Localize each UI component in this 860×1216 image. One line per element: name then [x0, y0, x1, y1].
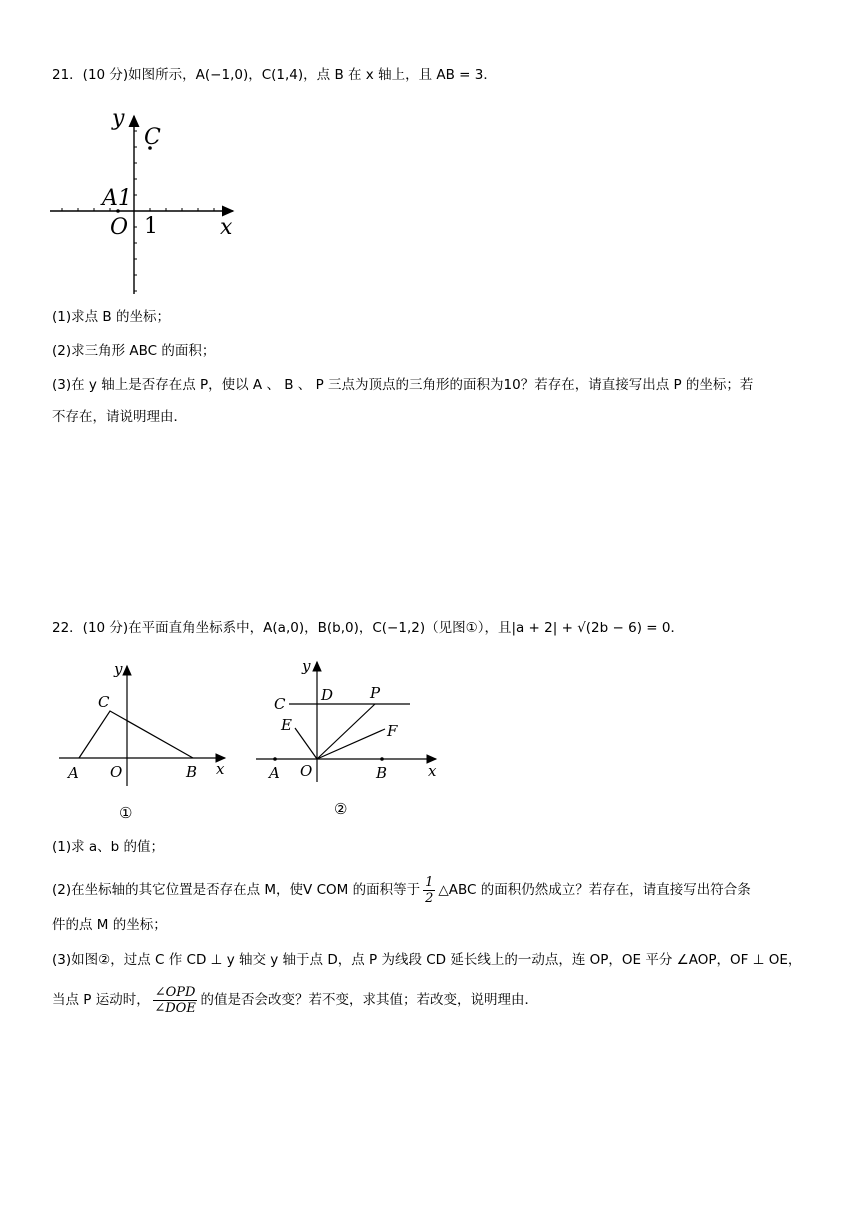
q22-fig2-label-F: F — [387, 722, 398, 740]
q22-part3-line2 — [52, 980, 538, 1020]
q22-fig2-label-x: x — [428, 762, 437, 780]
q21-part2: (2)求三角形 ABC 的面积； — [52, 343, 216, 359]
q21-label-1: 1 — [144, 214, 158, 239]
q21-label-A1: A1 — [102, 186, 132, 211]
q22-part3-text-post: 的值是否会改变？若不变，求其值；若改变，说明理由． — [200, 992, 538, 1008]
q22-fig1-label-B: B — [186, 763, 198, 781]
q22-part2-frac-den: 2 — [425, 890, 434, 906]
q22-fig2-ray-OF — [317, 729, 385, 759]
q22-part2-line1 — [52, 870, 751, 910]
q22-fig1-label-O: O — [110, 763, 123, 781]
q22-part1: (1)求 a、b 的值； — [52, 839, 165, 855]
q22-fig1-caption: ① — [119, 804, 133, 822]
q22-part2-line2: 件的点 M 的坐标； — [52, 917, 167, 933]
q22-part3-text-pre: 当点 P 运动时， — [52, 992, 150, 1008]
q22-fig1-label-A: A — [68, 764, 79, 782]
q22-fig2-ray-OP — [317, 704, 375, 759]
q22-part2-frac-num: 1 — [425, 874, 434, 890]
q22-fig1-label-y: y — [114, 660, 123, 678]
q22-part3-line1: (3)如图②，过点 C 作 CD ⊥ y 轴交 y 轴于点 D，点 P 为线段 CD 延长线上的一动点，连 OP，OE 平分 ∠AOP，OF ⊥ OE， — [52, 952, 802, 968]
q21-figure — [48, 104, 248, 299]
q22-part2-text-pre: (2)在坐标轴的其它位置是否存在点 M，使V COM 的面积等于 — [52, 882, 421, 898]
q22-fig2-label-E: E — [281, 716, 292, 734]
q22-part3-frac-den: ∠DOE — [154, 1000, 196, 1016]
q22-figure-2 — [250, 652, 450, 822]
q21-stem: 21．(10 分)如图所示，A(−1,0)，C(1,4)，点 B 在 x 轴上，且 AB = 3． — [52, 67, 497, 83]
q22-part2-text-post: △ABC 的面积仍然成立？若存在，请直接写出符合条 — [438, 882, 751, 898]
q22-figure-1 — [55, 656, 245, 826]
q22-fig2-point-B — [380, 757, 384, 761]
q22-fig2-point-A — [273, 757, 277, 761]
q22-part2-fraction — [423, 875, 435, 906]
q21-part1: (1)求点 B 的坐标； — [52, 309, 170, 325]
q22-part3-fraction — [153, 985, 198, 1016]
q22-fig2-label-B: B — [376, 764, 388, 782]
q21-label-y: y — [112, 106, 125, 131]
q22-fig2-label-D: D — [321, 686, 334, 704]
q21-label-O: O — [110, 215, 129, 240]
q22-fig2-ray-OE — [295, 728, 317, 759]
q22-fig2-label-C: C — [274, 695, 286, 713]
q21-part3-line1: (3)在 y 轴上是否存在点 P，使以 A 、 B 、 P 三点为顶点的三角形的面积为10？若存在，请直接写出点 P 的坐标；若 — [52, 377, 754, 393]
q22-fig1-label-x: x — [216, 760, 225, 778]
q22-fig2-label-y: y — [302, 657, 311, 675]
q22-part3-frac-num: ∠OPD — [154, 984, 196, 1000]
q21-part3-line2: 不存在，请说明理由． — [52, 409, 187, 425]
q22-fig2-label-A: A — [269, 764, 280, 782]
q21-label-C: C — [144, 125, 161, 150]
q22-fig2-label-P: P — [370, 684, 381, 702]
q22-fig1-label-C: C — [98, 693, 110, 711]
q22-fig1-triangle — [79, 711, 193, 758]
q22-fig2-caption: ② — [334, 800, 348, 818]
q22-stem: 22．(10 分)在平面直角坐标系中，A(a,0)，B(b,0)，C(−1,2)（见图①），且|a + 2| + √(2b − 6) = 0． — [52, 620, 684, 636]
q21-label-x: x — [220, 215, 233, 240]
q22-fig2-label-O: O — [300, 762, 313, 780]
